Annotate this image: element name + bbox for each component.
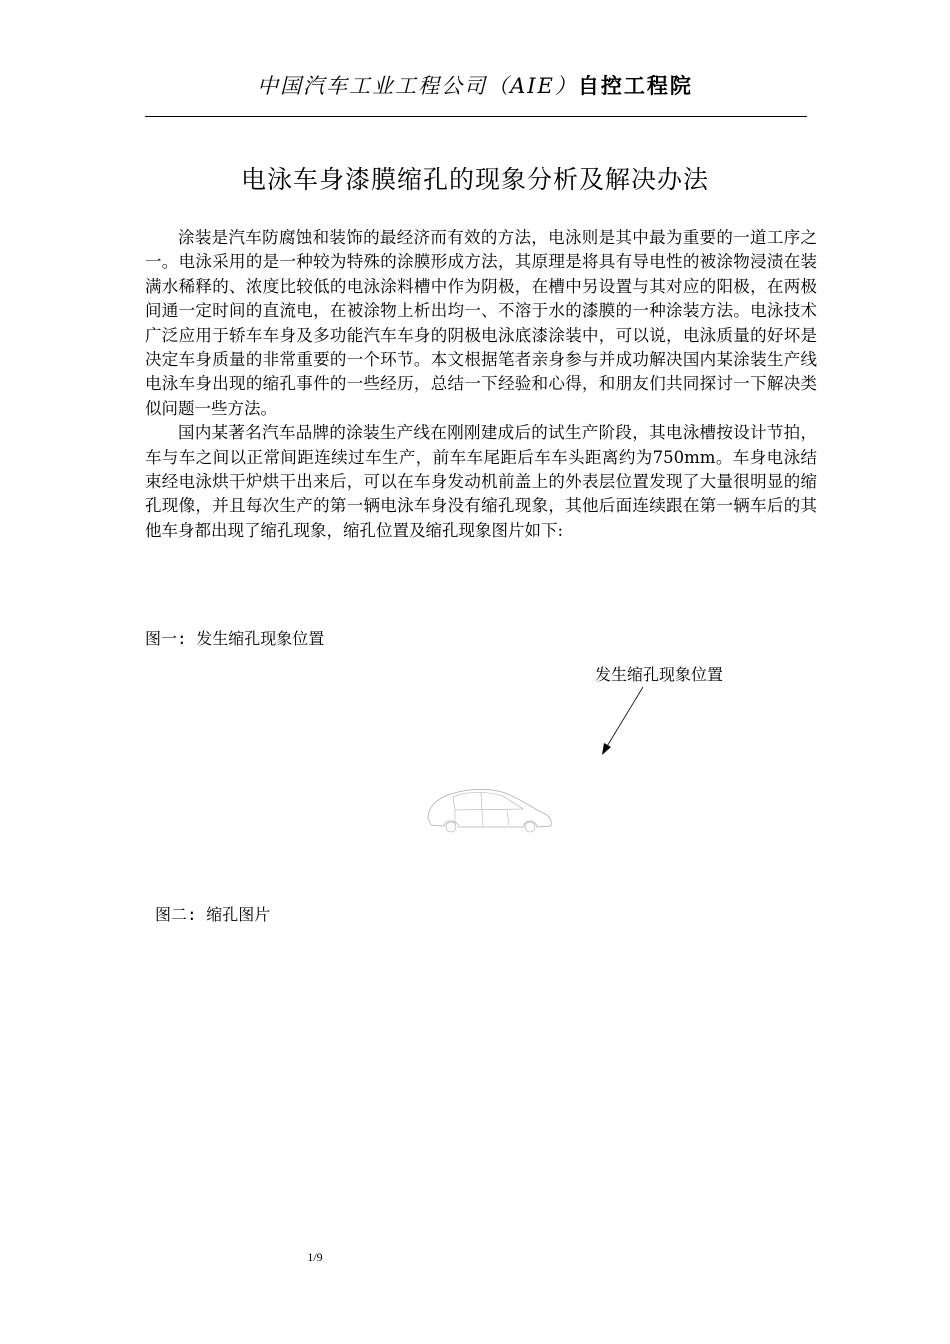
paragraph-2: 国内某著名汽车品牌的涂装生产线在刚刚建成后的试生产阶段，其电泳槽按设计节拍，车与车之间以正常间距连续过车生产，前车车尾距后车车头距离约为750mm。车身电泳结束经电泳烘干炉烘干出来后，可以在车身发动机前盖上的外表层位置发现了大量很明显的缩孔现像，并且每次生产的第一辆电泳车身没有缩孔现象，其他后面连续跟在第一辆车后的其他车身都出现了缩孔现象，缩孔位置及缩孔现象图片如下: <box>145 423 817 540</box>
car-body-icon <box>425 785 555 833</box>
body-text <box>145 226 817 543</box>
figure-2-caption: 图二: 缩孔图片 <box>155 905 271 924</box>
figure-1-callout: 发生缩孔现象位置 <box>595 665 724 684</box>
callout-arrow-icon <box>595 685 655 760</box>
paragraph-1: 涂装是汽车防腐蚀和装饰的最经济而有效的方法，电泳则是其中最为重要的一道工序之一。电泳采用的是一种较为特殊的涂膜形成方法，其原理是将具有导电性的被涂物浸渍在装满水稀释的、浓度比较低的电泳涂料槽中作为阴极，在槽中另设置与其对应的阳极，在两极间通一定时间的直流电，在被涂物上析出均一、不溶于水的漆膜的一种涂装方法。电泳技术广泛应用于轿车车身及多功能汽车车身的阴极电泳底漆涂装中，可以说，电泳质量的好坏是决定车身质量的非常重要的一个环节。本文根据笔者亲身参与并成功解决国内某涂装生产线电泳车身出现的缩孔事件的一些经历，总结一下经验和心得，和朋友们共同探讨一下解决类似问题一些方法。 <box>145 228 817 418</box>
header-divider <box>145 116 807 117</box>
page-number: 1/9 <box>307 1250 323 1264</box>
page-header <box>145 70 805 100</box>
document-title: 电泳车身漆膜缩孔的现象分析及解决办法 <box>240 165 709 194</box>
figure-1-caption: 图一: 发生缩孔现象位置 <box>145 629 325 648</box>
header-company: 中国汽车工业工程公司（AIE） <box>257 74 578 98</box>
header-department: 自控工程院 <box>577 73 693 98</box>
